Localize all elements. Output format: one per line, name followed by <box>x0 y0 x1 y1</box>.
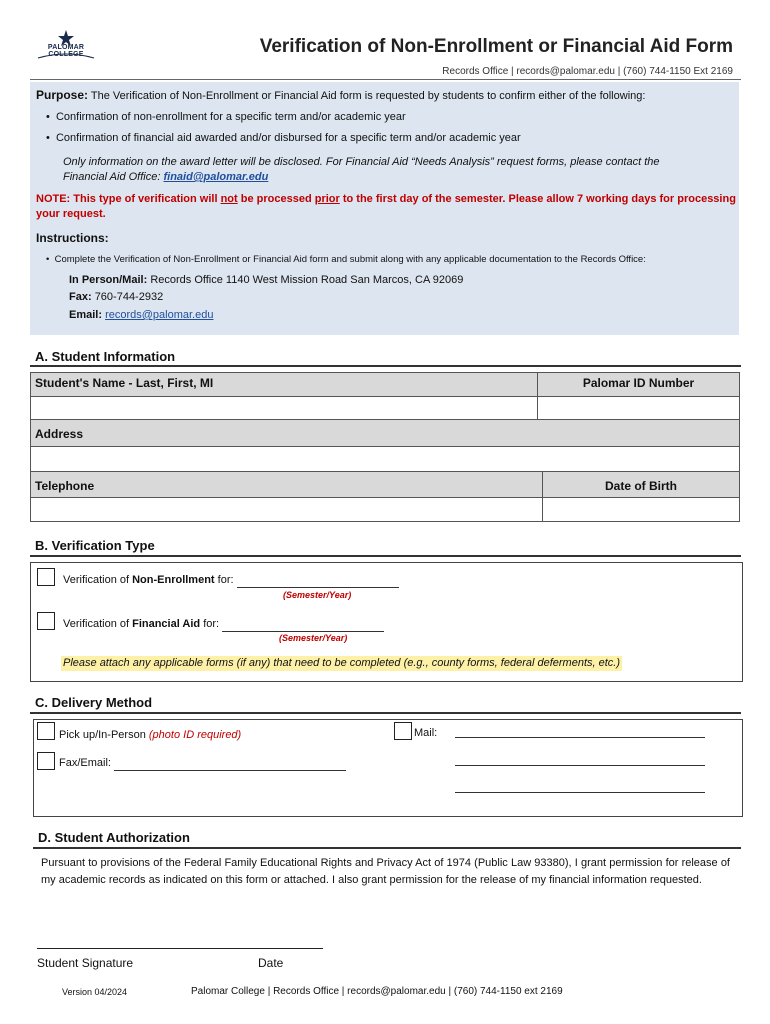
section-b-title: B. Verification Type <box>35 538 155 553</box>
purpose-bullet-1: • Confirmation of non-enrollment for a specific term and/or academic year <box>46 111 406 123</box>
section-c-rule <box>30 712 741 714</box>
signature-label: Student Signature <box>37 956 134 970</box>
non-enrollment-line: Verification of Non-Enrollment for: <box>63 573 399 588</box>
mail-checkbox[interactable] <box>394 722 412 740</box>
inperson-line: In Person/Mail: Records Office 1140 West Mission Road San Marcos, CA 92069 <box>69 274 464 286</box>
page-title: Verification of Non-Enrollment or Financial Aid Form <box>259 36 733 57</box>
student-name-label: Student's Name - Last, First, MI <box>30 372 538 397</box>
non-enrollment-term-field[interactable] <box>237 576 399 588</box>
instructions-bullet: • Complete the Verification of Non-Enrollment or Financial Aid form and submit along with any applicable documentation to the Records Office: <box>46 254 646 265</box>
pickup-line: Pick up/In-Person (photo ID required) <box>59 729 242 741</box>
section-a-rule <box>30 365 741 367</box>
date-label: Date <box>258 956 284 970</box>
attach-forms-note: Please attach any applicable forms (if any) that need to be completed (e.g., county forms, federal deferments, etc.) <box>63 657 621 669</box>
financial-aid-hint: (Semester/Year) <box>279 633 348 643</box>
fax-email-field[interactable] <box>114 759 346 771</box>
email-line: Email: records@palomar.edu <box>69 309 214 321</box>
award-letter-note-2: Financial Aid Office: finaid@palomar.edu <box>63 171 269 183</box>
student-name-field[interactable] <box>30 396 538 420</box>
address-label: Address <box>30 419 740 447</box>
award-letter-note-1: Only information on the award letter will be disclosed. For Financial Aid “Needs Analysis” request forms, please contact the <box>63 156 660 168</box>
mail-address-line-1[interactable] <box>455 727 705 738</box>
signature-line[interactable] <box>37 948 323 949</box>
financial-aid-term-field[interactable] <box>222 620 384 632</box>
version-text: Version 04/2024 <box>62 987 128 997</box>
authorization-text: Pursuant to provisions of the Federal Family Educational Rights and Privacy Act of 1974 (Public Law 93380), I grant permission for release of my academic records as indicated on this form or attached. I also grant permission for the release of my financial information requested. <box>41 857 730 886</box>
telephone-label: Telephone <box>30 471 543 498</box>
fax-email-line: Fax/Email: <box>59 756 346 771</box>
section-b-rule <box>30 555 741 557</box>
header-contact: Records Office | records@palomar.edu | (760) 744-1150 Ext 2169 <box>442 66 733 77</box>
financial-aid-line: Verification of Financial Aid for: <box>63 617 384 632</box>
section-d-rule <box>33 847 741 849</box>
section-d-title: D. Student Authorization <box>38 830 190 845</box>
finaid-email-link[interactable]: finaid@palomar.edu <box>163 171 269 183</box>
palomar-id-label: Palomar ID Number <box>537 372 740 397</box>
address-field[interactable] <box>30 446 740 472</box>
dob-label: Date of Birth <box>542 471 740 498</box>
logo-text: PALOMAR COLLEGE <box>47 44 85 58</box>
processing-note: NOTE: This type of verification will not be processed prior to the first day of the semester. Please allow 7 working days for processing <box>36 193 736 205</box>
instructions-label: Instructions: <box>36 231 109 245</box>
section-a-title: A. Student Information <box>35 349 176 364</box>
footer-contact: Palomar College | Records Office | records@palomar.edu | (760) 744-1150 ext 2169 <box>191 986 563 997</box>
mail-label: Mail: <box>414 727 438 739</box>
non-enrollment-checkbox[interactable] <box>37 568 55 586</box>
header-rule <box>30 79 741 80</box>
telephone-field[interactable] <box>30 497 543 522</box>
palomar-logo <box>30 28 102 64</box>
mail-address-line-3[interactable] <box>455 782 705 793</box>
processing-note-2: your request. <box>36 208 106 220</box>
palomar-id-field[interactable] <box>537 396 740 420</box>
non-enrollment-hint: (Semester/Year) <box>283 590 352 600</box>
dob-field[interactable] <box>542 497 740 522</box>
mail-address-line-2[interactable] <box>455 755 705 766</box>
records-email-link[interactable]: records@palomar.edu <box>105 309 214 321</box>
purpose-text: The Verification of Non-Enrollment or Financial Aid form is requested by students to confirm either of the following: <box>90 90 646 102</box>
financial-aid-checkbox[interactable] <box>37 612 55 630</box>
section-c-title: C. Delivery Method <box>35 695 153 710</box>
purpose-line <box>36 88 736 104</box>
fax-line: Fax: 760-744-2932 <box>69 291 164 303</box>
fax-email-checkbox[interactable] <box>37 752 55 770</box>
purpose-bullet-2: • Confirmation of financial aid awarded and/or disbursed for a specific term and/or academic year <box>46 132 521 144</box>
purpose-label: Purpose: <box>36 88 89 102</box>
pickup-checkbox[interactable] <box>37 722 55 740</box>
